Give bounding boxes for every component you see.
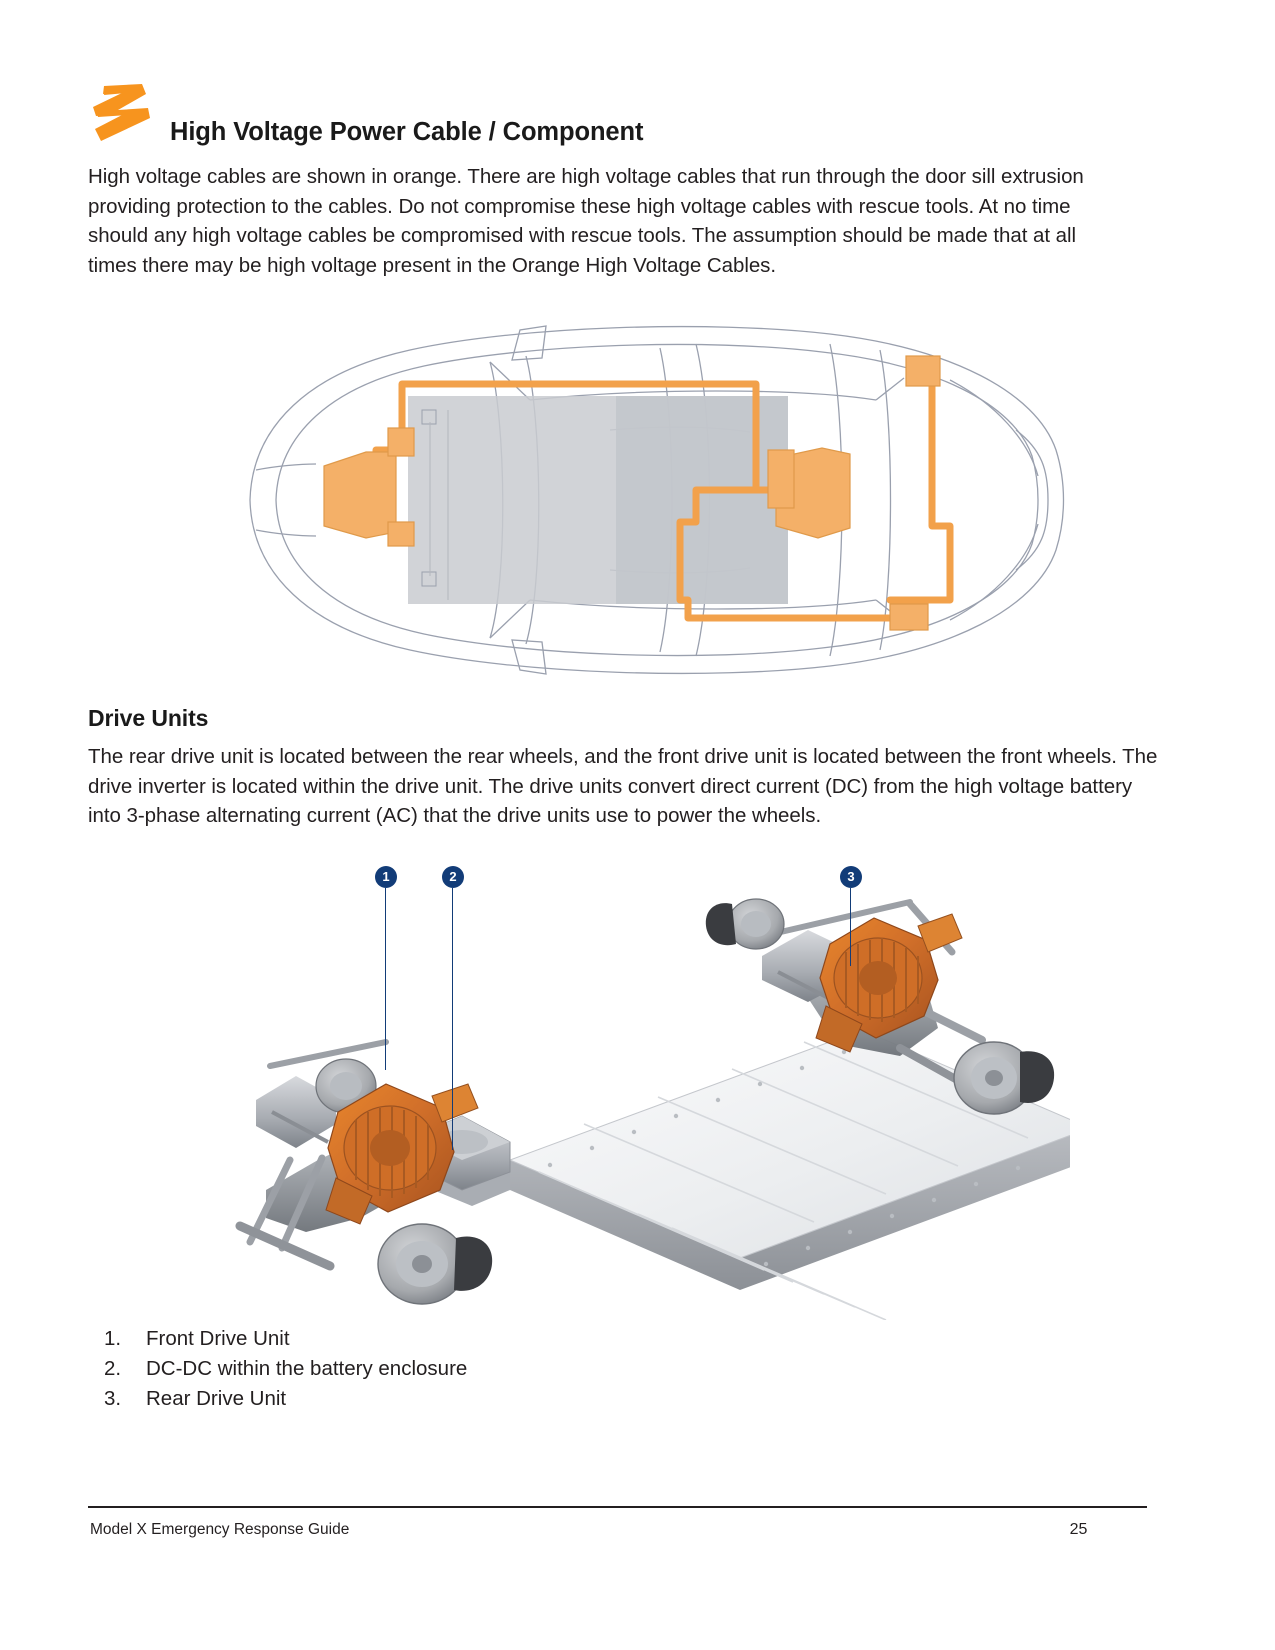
callout-1-line [385, 888, 386, 1070]
callout-3-badge: 3 [840, 866, 862, 888]
drive-units-body-text: The rear drive unit is located between the rear wheels, and the front drive unit is located between the front wheels. The drive inverter is located within the drive unit. The drive units convert direct current (DC) from the high voltage battery into 3-phase alternating current (AC) that the drive units use to power the wheels. [88, 745, 1158, 827]
callout-1-badge: 1 [375, 866, 397, 888]
footer-document-title: Model X Emergency Response Guide [90, 1521, 350, 1538]
list-item-label: Rear Drive Unit [146, 1387, 287, 1410]
chassis-drive-units-figure [210, 860, 1070, 1320]
page-title: High Voltage Power Cable / Component [170, 118, 644, 146]
callout-2-badge: 2 [442, 866, 464, 888]
high-voltage-body-text: High voltage cables are shown in orange. There are high voltage cables that run through the door sill extrusion providing protection to the cables. Do not compromise these high voltage cables with rescue tools. At no time should any high voltage cables be compromised with rescue tools. The assumption should be made that at all times there may be high voltage present in the Orange High Voltage Cables. [88, 165, 1084, 277]
high-voltage-heading-row [88, 78, 1088, 150]
drive-units-heading: Drive Units [88, 705, 209, 731]
wheel-hub-rear-left [706, 899, 784, 949]
lightning-bolt-icon [88, 78, 150, 146]
list-item [104, 1354, 704, 1384]
footer-page-number: 25 [1069, 1521, 1088, 1538]
list-item [104, 1324, 704, 1354]
model-x-top-view-figure [190, 300, 1090, 700]
callout-3-line [850, 888, 851, 966]
list-item-label: DC-DC within the battery enclosure [146, 1357, 468, 1380]
list-item-label: Front Drive Unit [146, 1327, 290, 1350]
wheel-hub-rear-right [954, 1042, 1054, 1114]
list-item-number: 2. [104, 1357, 122, 1380]
rear-drive-unit [816, 914, 962, 1052]
drive-unit-legend-list [104, 1324, 704, 1414]
list-item [104, 1384, 704, 1414]
wheel-hub-front-left [378, 1224, 492, 1304]
battery-pack-outline [408, 396, 788, 604]
list-item-number: 3. [104, 1387, 122, 1410]
callout-2-line [452, 888, 453, 1150]
list-item-number: 1. [104, 1327, 122, 1350]
footer-divider [88, 1506, 1147, 1508]
